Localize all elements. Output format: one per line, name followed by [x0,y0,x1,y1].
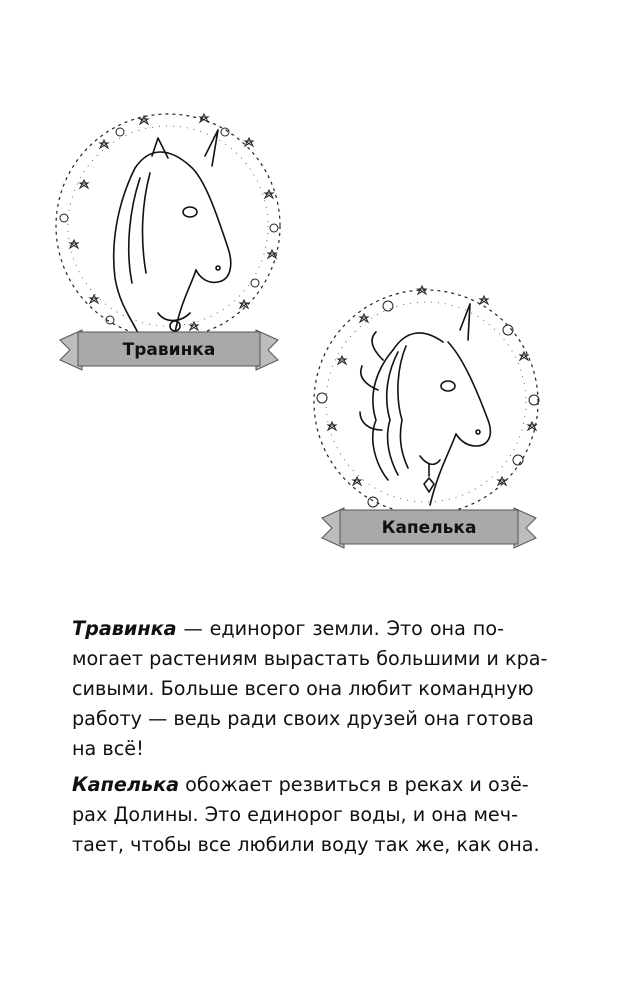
portrait-kapelka [298,280,558,552]
paragraph-line [72,614,504,644]
paragraph-lead-name: Травинка [72,617,177,640]
kapelka-illustration [298,280,558,552]
paragraph-text: — единорог земли. Это она по- [176,617,504,640]
portrait-travinka [40,108,300,378]
paragraph-kapelka [72,770,540,860]
paragraph-line: могает растениям вырастать большими и кра- [72,647,548,670]
paragraph-lead-name: Капелька [72,773,180,796]
paragraph-line [72,770,529,800]
paragraph-text: обожает резвиться в реках и озё- [179,773,529,796]
travinka-illustration [40,108,300,378]
paragraph-line: работу — ведь ради своих друзей она готова [72,707,534,730]
travinka-banner [60,330,278,370]
kapelka-name-label: Капелька [381,518,477,538]
paragraph-line: на всё! [72,737,144,760]
paragraph-line: рах Долины. Это единорог воды, и она меч- [72,803,518,826]
travinka-name-label: Травинка [122,340,216,360]
paragraph-line: тает, чтобы все любили воду так же, как она. [72,833,540,856]
kapelka-banner [322,508,536,548]
paragraph-travinka [72,614,548,764]
paragraph-line: сивыми. Больше всего она любит командную [72,677,534,700]
